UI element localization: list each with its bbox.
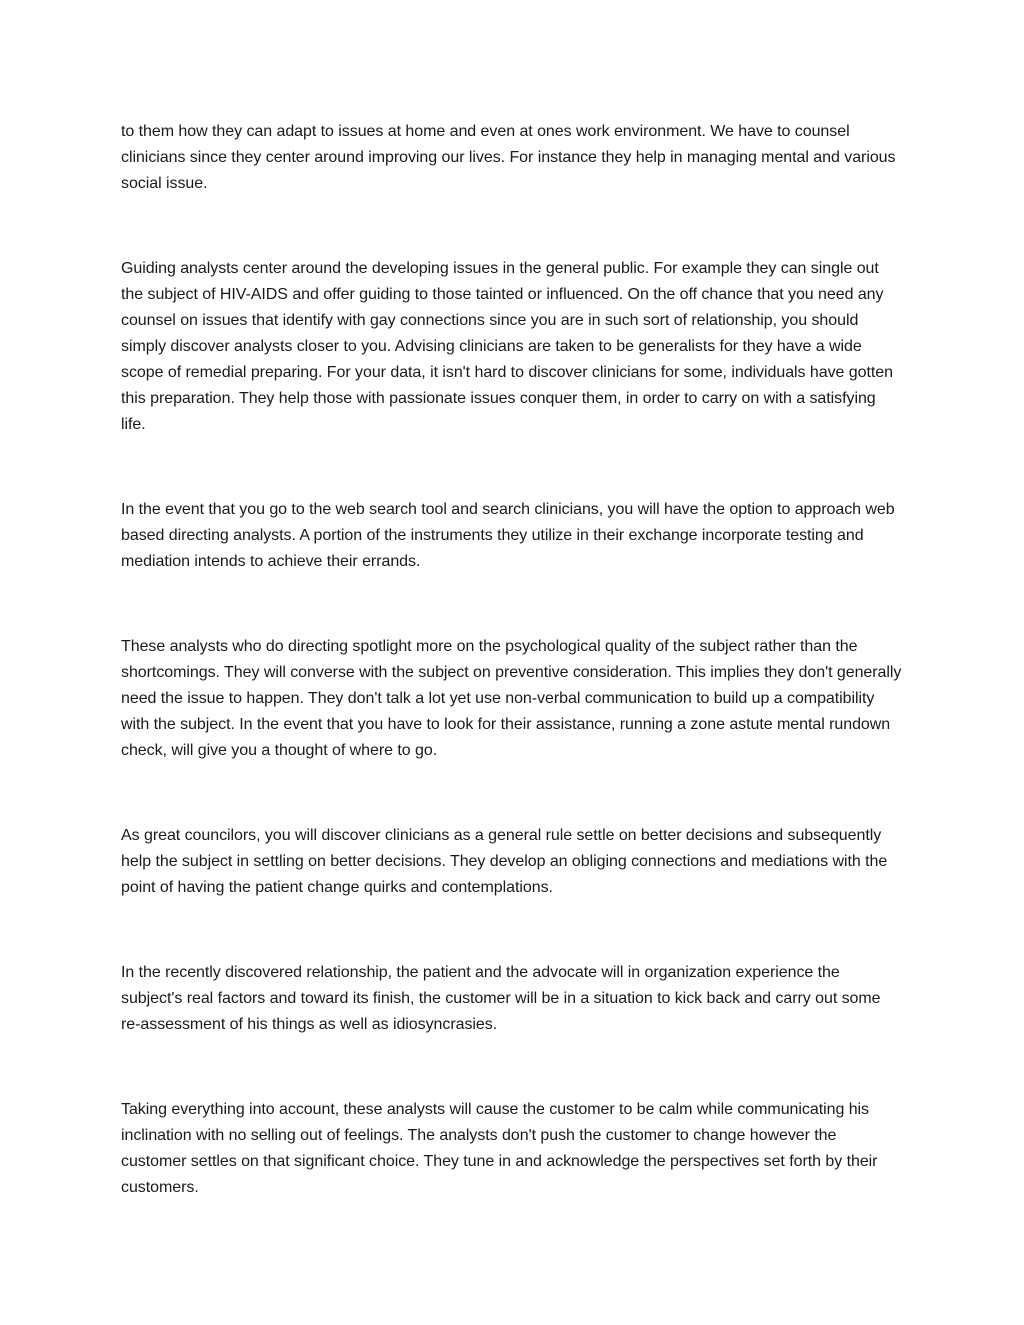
paragraph-2: Guiding analysts center around the developing issues in the general public. For example they can single out the subject of HIV-AIDS and offer guiding to those tainted or influenced. On the off chance that you need any counsel on issues that identify with gay connections since you are in such sort of relationship, you should simply discover analysts closer to you. Advising clinicians are taken to be generalists for they have a wide scope of remedial preparing. For your data, it isn't hard to discover clinicians for some, individuals have gotten this preparation. They help those with passionate issues conquer them, in order to carry on with a satisfying life. — [121, 260, 893, 433]
paragraph-6: In the recently discovered relationship, the patient and the advocate will in organization experience the subject's real factors and toward its finish, the customer will be in a situation to kick back and carry out some re-assessment of his things as well as idiosyncrasies. — [121, 964, 881, 1033]
paragraph-5: As great councilors, you will discover clinicians as a general rule settle on better decisions and subsequently help the subject in settling on better decisions. They develop an obliging connections and mediations with the point of having the patient change quirks and contemplations. — [121, 827, 888, 896]
document-body — [121, 119, 903, 1260]
paragraph-7: Taking everything into account, these analysts will cause the customer to be calm while communicating his inclination with no selling out of feelings. The analysts don't push the customer to change however the customer settles on that significant choice. They tune in and acknowledge the perspectives set forth by their customers. — [121, 1101, 878, 1196]
paragraph-3: In the event that you go to the web search tool and search clinicians, you will have the option to approach web based directing analysts. A portion of the instruments they utilize in their exchange incorporate testing and mediation intends to achieve their errands. — [121, 501, 895, 570]
paragraph-1: to them how they can adapt to issues at home and even at ones work environment. We have to counsel clinicians since they center around improving our lives. For instance they help in managing mental and various social issue. — [121, 123, 896, 192]
paragraph-4: These analysts who do directing spotlight more on the psychological quality of the subject rather than the shortcomings. They will converse with the subject on preventive consideration. This implies they don't generally need the issue to happen. They don't talk a lot yet use non-verbal communication to build up a compatibility with the subject. In the event that you have to look for their assistance, running a zone astute mental rundown check, will give you a thought of where to go. — [121, 638, 902, 759]
